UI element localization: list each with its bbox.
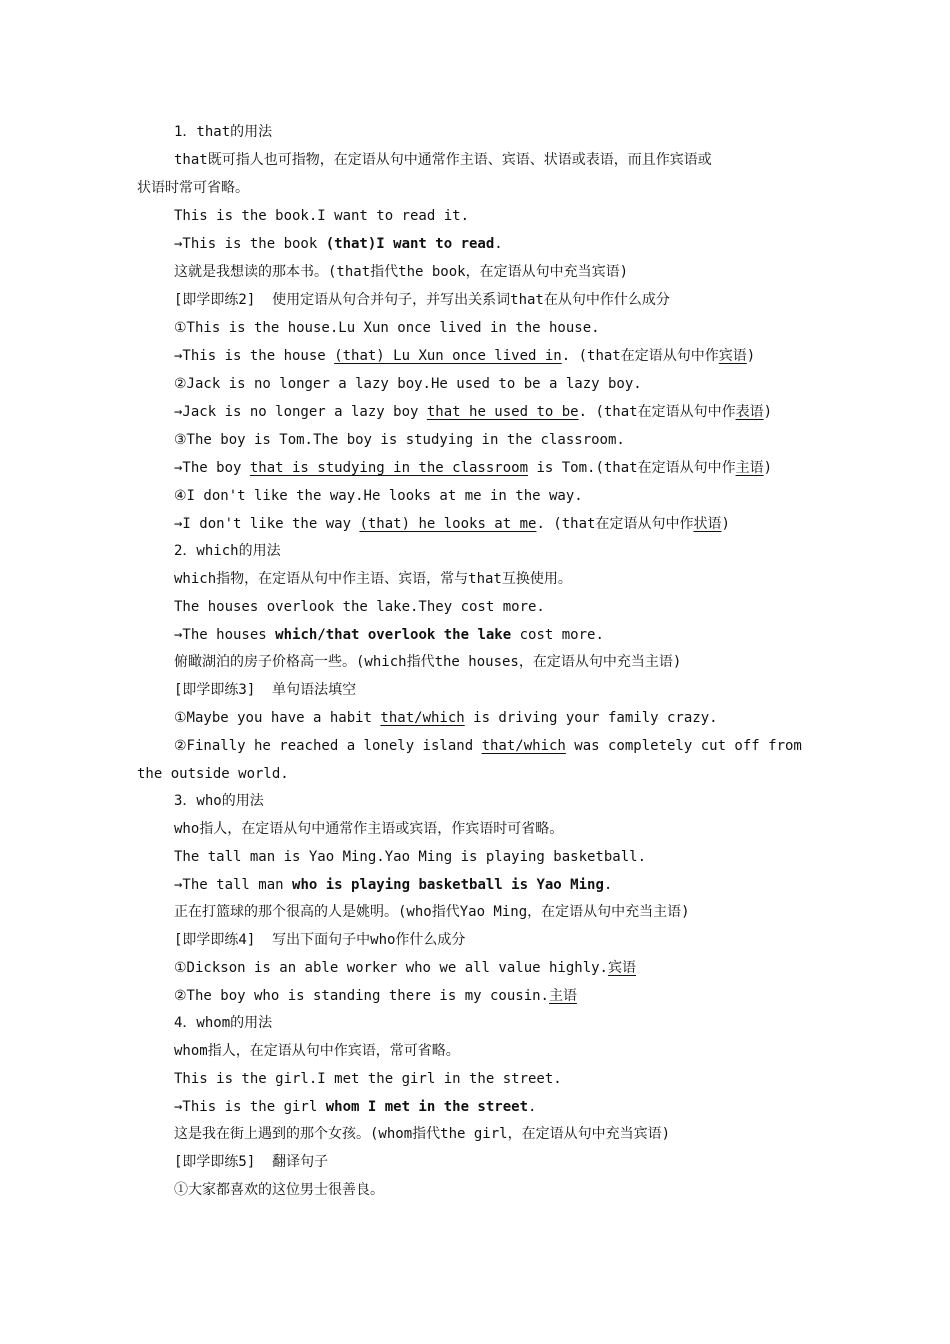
answer-text: →This is the girl [174, 1099, 326, 1115]
example-sentence: This is the girl.I met the girl in the street. [174, 1071, 562, 1087]
paragraph: that既可指人也可指物，在定语从句中通常作主语、宾语、状语或表语，而且作宾语或 [174, 152, 712, 168]
question-text: was completely cut off from [565, 738, 802, 754]
exercise-question: ③The boy is Tom.The boy is studying in the classroom. [174, 432, 625, 448]
example-sentence: This is the book.I want to read it. [174, 208, 470, 224]
exercise-question [0, 986, 950, 1006]
question-text: is driving your family crazy. [464, 710, 718, 726]
exercise-question [0, 708, 950, 728]
example-answer [0, 1097, 950, 1117]
section-heading-whom: 4．whom的用法 [174, 1015, 273, 1031]
example-answer [0, 875, 950, 895]
answer-text: →The boy [174, 460, 250, 476]
exercise-question [0, 736, 950, 756]
answer-bold: which/that overlook the lake [275, 627, 512, 643]
exercise-answer [0, 402, 950, 422]
exercise-question: ②Jack is no longer a lazy boy.He used to be a lazy boy. [174, 376, 642, 392]
section-heading-who: 3．who的用法 [174, 793, 264, 809]
answer-text: ) [763, 404, 773, 420]
exercise-question [0, 958, 950, 978]
answer-blank: that/which [481, 738, 566, 754]
answer-text: →The tall man [174, 877, 293, 893]
exercise-answer [0, 458, 950, 478]
question-text: ②Finally he reached a lonely island [174, 738, 482, 754]
answer-text: cost more. [511, 627, 604, 643]
question-text: ①Maybe you have a habit [174, 710, 381, 726]
answer-blank: 宾语 [608, 960, 636, 976]
section-heading-that: 1．that的用法 [174, 124, 273, 140]
answer-text: ) [721, 516, 730, 532]
answer-blank: that/which [380, 710, 465, 726]
question-text: ②The boy who is standing there is my cousin. [174, 988, 549, 1004]
answer-blank: 状语 [693, 516, 722, 532]
answer-text: is Tom.(that在定语从句中作 [528, 460, 736, 476]
translation: 正在打篮球的那个很高的人是姚明。(who指代Yao Ming，在定语从句中充当主语) [174, 904, 690, 920]
exercise-question: ④I don't like the way.He looks at me in the way. [174, 488, 583, 504]
exercise-question: ①大家都喜欢的这位男士很善良。 [174, 1182, 384, 1198]
translation: 俯瞰湖泊的房子价格高一些。(which指代the houses，在定语从句中充当主语) [174, 654, 682, 670]
practice-heading: [即学即练4] 写出下面句子中who作什么成分 [174, 932, 466, 948]
exercise-answer [0, 346, 950, 366]
answer-text: →Jack is no longer a lazy boy [174, 404, 427, 420]
answer-blank: (that) Lu Xun once lived in [334, 348, 562, 364]
answer-text: →This is the house [174, 348, 335, 364]
exercise-question: ①This is the house.Lu Xun once lived in the house. [174, 320, 600, 336]
practice-heading: [即学即练2] 使用定语从句合并句子，并写出关系词that在从句中作什么成分 [174, 292, 670, 308]
answer-blank: 主语 [735, 460, 764, 476]
answer-blank: that he used to be [426, 404, 579, 420]
example-sentence: The tall man is Yao Ming.Yao Ming is playing basketball. [174, 849, 647, 865]
paragraph: 状语时常可省略。 [137, 180, 249, 196]
answer-text: →This is the book [174, 236, 326, 252]
exercise-answer [0, 514, 950, 534]
answer-text: . [528, 1099, 537, 1115]
answer-text: . [494, 236, 503, 252]
answer-text: ) [763, 460, 773, 476]
answer-blank: 宾语 [718, 348, 747, 364]
answer-bold: who is playing basketball is Yao Ming [292, 877, 604, 893]
exercise-question-continued: the outside world. [137, 766, 289, 782]
question-text: ①Dickson is an able worker who we all value highly. [174, 960, 608, 976]
answer-blank: 表语 [735, 404, 764, 420]
example-answer [0, 234, 950, 254]
translation: 这就是我想读的那本书。(that指代the book，在定语从句中充当宾语) [174, 264, 629, 280]
answer-text: . (that在定语从句中作 [578, 404, 736, 420]
practice-heading: [即学即练5] 翻译句子 [174, 1154, 329, 1170]
translation: 这是我在街上遇到的那个女孩。(whom指代the girl，在定语从句中充当宾语) [174, 1126, 671, 1142]
example-answer [0, 625, 950, 645]
answer-text: →I don't like the way [174, 516, 360, 532]
answer-blank: that is studying in the classroom [249, 460, 529, 476]
answer-text: ) [746, 348, 756, 364]
section-heading-which: 2．which的用法 [174, 543, 281, 559]
paragraph: which指物，在定语从句中作主语、宾语，常与that互换使用。 [174, 571, 572, 587]
answer-text: . [603, 877, 613, 893]
answer-bold: whom I met in the street [325, 1099, 529, 1115]
answer-text: . (that在定语从句中作 [561, 348, 719, 364]
practice-heading: [即学即练3] 单句语法填空 [174, 682, 357, 698]
paragraph: whom指人，在定语从句中作宾语，常可省略。 [174, 1043, 460, 1059]
answer-text: . (that在定语从句中作 [536, 516, 694, 532]
answer-blank: 主语 [549, 988, 577, 1004]
answer-bold: (that)I want to read [325, 236, 495, 252]
answer-blank: (that) he looks at me [359, 516, 537, 532]
answer-text: →The houses [174, 627, 276, 643]
paragraph: who指人，在定语从句中通常作主语或宾语，作宾语时可省略。 [174, 821, 564, 837]
example-sentence: The houses overlook the lake.They cost more. [174, 599, 545, 615]
